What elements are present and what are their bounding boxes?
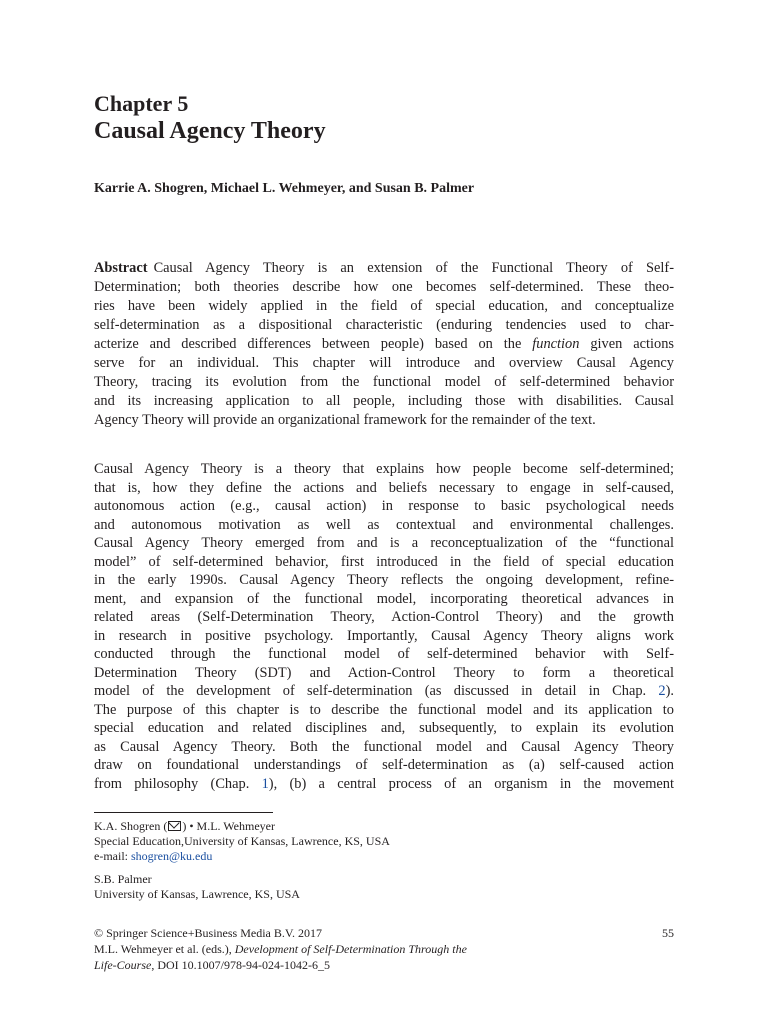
chapter-authors: Karrie A. Shogren, Michael L. Wehmeyer, and Susan B. Palmer (94, 181, 475, 196)
copyright-line: © Springer Science+Business Media B.V. 2017 (94, 926, 322, 940)
abstract (94, 259, 674, 430)
body-line: The purpose of this chapter is to describe the functional model and its application to (94, 701, 674, 718)
abstract-line: Determination; both theories describe how one becomes self-determined. These theo- (94, 279, 674, 295)
body-line: and autonomous motivation as well as contextual and environmental challenges. (94, 516, 674, 533)
body-line: related areas (Self-Determination Theory, Action-Control Theory) and the growth (94, 609, 674, 625)
body-line: autonomous action (e.g., causal action) in response to basic psychological needs (94, 498, 674, 514)
affiliation-institution-2: University of Kansas, Lawrence, KS, USA (94, 887, 300, 901)
body-line: Causal Agency Theory emerged from and is a reconceptualization of the “functional (94, 535, 674, 551)
body-line: that is, how they define the actions and beliefs necessary to engage in self-caused, (94, 479, 674, 496)
abstract-line: serve for an individual. This chapter will introduce and overview Causal Agency (94, 355, 674, 371)
affiliation-names: K.A. Shogren ( ) • M.L. Wehmeyer (94, 819, 275, 833)
abstract-line: Theory, tracing its evolution from the functional model of self-determined behavior (94, 374, 674, 390)
body-line: draw on foundational understandings of self-determination as (a) self-caused action (94, 757, 674, 773)
body-line: from philosophy (Chap. 1), (b) a central process of an organism in the movement (94, 775, 674, 792)
chapter-1-link[interactable]: 1 (261, 775, 269, 792)
abstract-line: Abstract Causal Agency Theory is an extension of the Functional Theory of Self- (94, 260, 674, 276)
email-link[interactable]: shogren@ku.edu (130, 849, 213, 863)
body-paragraph (94, 460, 674, 793)
body-line: special education and related disciplines and, subsequently, to explain its evolution (94, 720, 674, 736)
abstract-line: Agency Theory will provide an organizational framework for the remainder of the text. (94, 412, 596, 428)
abstract-line: acterize and described differences between people) based on the function given actions (94, 336, 674, 352)
chapter-title: Causal Agency Theory (94, 118, 326, 144)
abstract-line: ries have been widely applied in the field of special education, and conceptualize (94, 298, 674, 314)
body-line: conducted through the functional model of self-determined behavior with Self- (94, 646, 674, 662)
body-line: Determination Theory (SDT) and Action-Control Theory to form a theoretical (94, 664, 674, 681)
body-line: in the early 1990s. Causal Agency Theory reflects the ongoing development, refine- (94, 572, 674, 588)
abstract-line: self-determination as a dispositional characteristic (enduring tendencies used to char- (94, 317, 674, 333)
copyright-block (94, 925, 674, 973)
body-line: as Causal Agency Theory. Both the functional model and Causal Agency Theory (94, 738, 674, 755)
envelope-icon (168, 821, 181, 831)
page-number: 55 (662, 926, 674, 940)
body-line: in research in positive psychology. Importantly, Causal Agency Theory aligns work (94, 627, 674, 644)
chapter-label: Chapter 5 (94, 91, 189, 116)
body-line: model of the development of self-determination (as discussed in detail in Chap. 2). (94, 683, 674, 699)
body-line: ment, and expansion of the functional model, incorporating theoretical advances in (94, 590, 674, 607)
abstract-label: Abstract (94, 260, 148, 276)
body-line: model” of self-determined behavior, first introduced in the field of special education (94, 553, 674, 570)
footnote-divider (94, 812, 273, 813)
abstract-line: and its increasing application to all people, including those with disabilities. Causal (94, 393, 674, 409)
body-line: Causal Agency Theory is a theory that explains how people become self-determined; (94, 461, 674, 477)
affiliation-institution: Special Education,University of Kansas, Lawrence, KS, USA (94, 834, 390, 848)
affiliation-name-2: S.B. Palmer (94, 872, 152, 886)
doi-line: Life-Course, DOI 10.1007/978-94-024-1042-6_5 (94, 958, 330, 972)
citation-line: M.L. Wehmeyer et al. (eds.), Development of Self-Determination Through the (94, 942, 467, 956)
email-line: e-mail: shogren@ku.edu (94, 849, 213, 863)
chapter-2-link[interactable]: 2 (658, 683, 666, 699)
italic-term: function (532, 336, 580, 352)
